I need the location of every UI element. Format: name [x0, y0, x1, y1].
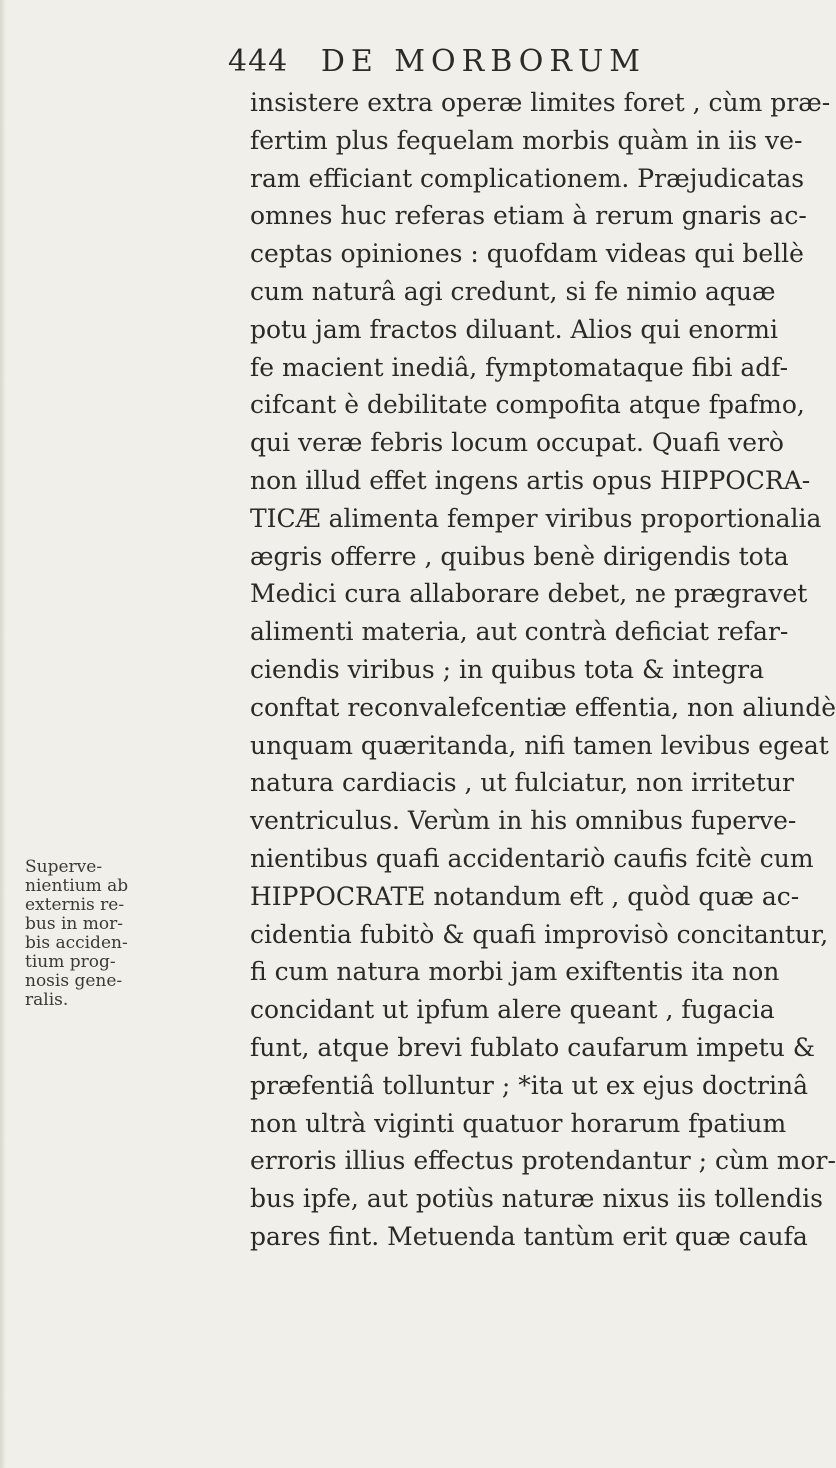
text-line: nientibus quafi accidentariò caufis fcitè cum — [250, 843, 814, 873]
text-line: qui veræ febris locum occupat. Quafi verò — [250, 428, 784, 458]
text-line: erroris illius effectus protendantur ; cùm mor- — [250, 1146, 836, 1176]
text-line: cidentia fubitò & quafi improvisò concitantur, — [250, 919, 829, 949]
text-line: alimenti materia, aut contrà deficiat refar- — [250, 617, 789, 647]
margin-note-line: nosis gene- — [25, 971, 123, 991]
running-title: DE MORBORUM — [320, 44, 646, 79]
text-line: unquam quæritanda, nifi tamen levibus egeat — [250, 730, 829, 760]
margin-note-line: ralis. — [25, 990, 69, 1010]
text-line: funt, atque brevi fublato caufarum impetu & — [250, 1032, 816, 1062]
page-edge-shadow — [0, 0, 6, 1468]
text-line: fi cum natura morbi jam exiftentis ita non — [250, 957, 780, 987]
text-line: ægris offerre , quibus benè dirigendis tota — [250, 541, 789, 571]
text-line: cifcant è debilitate compofita atque fpafmo, — [250, 390, 805, 420]
text-line: præfentiâ tolluntur ; *ita ut ex ejus doctrinâ — [250, 1070, 809, 1100]
text-line: insistere extra operæ limites foret , cùm præ- — [250, 88, 831, 117]
text-line: concidant ut ipfum alere queant , fugacia — [250, 995, 775, 1025]
text-line: omnes huc referas etiam à rerum gnaris ac- — [250, 201, 807, 231]
margin-note-line: bis acciden- — [25, 933, 128, 953]
text-line: HIPPOCRATE notandum eft , quòd quæ ac- — [250, 881, 800, 911]
margin-note-line: nientium ab — [25, 876, 129, 896]
text-line: ceptas opiniones : quofdam videas qui bellè — [250, 239, 804, 269]
text-line: natura cardiacis , ut fulciatur, non irritetur — [250, 768, 795, 798]
text-line: fertim plus fequelam morbis quàm in iis ve- — [250, 125, 803, 155]
text-line: Medici cura allaborare debet, ne prægravet — [250, 579, 808, 609]
text-line: fe macient inediâ, fymptomataque fibi adf- — [250, 352, 789, 382]
text-line: non illud effet ingens artis opus HIPPOCRA- — [250, 465, 811, 495]
margin-note — [25, 858, 157, 1010]
margin-note-line: tium prog- — [25, 952, 116, 972]
text-line: cum naturâ agi credunt, si fe nimio aquæ — [250, 276, 776, 306]
body-text — [250, 84, 836, 1256]
text-line: potu jam fractos diluant. Alios qui enormi — [250, 314, 779, 344]
text-line: ram efficiant complicationem. Præjudicatas — [250, 163, 805, 193]
text-line: ciendis viribus ; in quibus tota & integra — [250, 654, 765, 684]
text-line: ventriculus. Verùm in his omnibus fuperve- — [250, 806, 797, 836]
text-line: non ultrà viginti quatuor horarum fpatium — [250, 1108, 787, 1138]
page-number: 444 — [228, 44, 289, 79]
margin-note-line: bus in mor- — [25, 914, 123, 934]
margin-note-line: externis re- — [25, 895, 125, 915]
text-line: bus ipfe, aut potiùs naturæ nixus iis tollendis — [250, 1184, 823, 1214]
margin-note-line: Superve- — [25, 857, 103, 877]
page-header — [228, 44, 646, 79]
text-line: TICÆ alimenta femper viribus proportionalia — [250, 503, 822, 533]
text-line: pares fint. Metuenda tantùm erit quæ caufa — [250, 1221, 808, 1251]
text-line: conftat reconvalefcentiæ effentia, non aliundè — [250, 692, 836, 722]
